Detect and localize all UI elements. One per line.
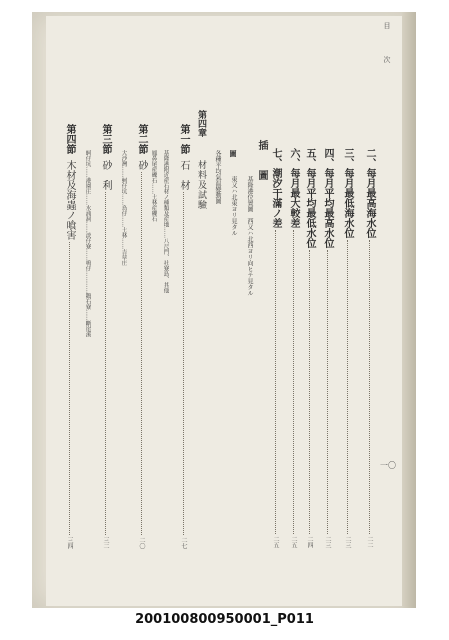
section-label: 第三節 xyxy=(100,124,111,154)
chapter-title: 材料及試驗 xyxy=(196,160,206,210)
section-title: 石 材 xyxy=(178,160,189,190)
dotted-leader xyxy=(141,172,142,535)
section-label: 第四節 xyxy=(64,124,75,154)
illustration-page: 二三 xyxy=(344,536,351,548)
section-page: 二七 xyxy=(180,537,187,549)
section-title: 砂 xyxy=(136,160,147,170)
section-entry xyxy=(98,124,113,549)
section-label: 第二節 xyxy=(136,124,147,154)
dotted-leader xyxy=(369,240,370,534)
illustration-page: 二三 xyxy=(324,536,331,548)
dotted-leader xyxy=(183,192,184,535)
illustration-page: 二二 xyxy=(366,536,373,548)
illustration-page: 二五 xyxy=(290,536,297,548)
illustration-page: 二五 xyxy=(272,536,279,548)
illustrations-heading: 插 圖 xyxy=(256,140,267,180)
dotted-leader xyxy=(327,250,328,534)
illustration-entry xyxy=(268,148,283,548)
section-detail: 蚵仔坑……港園庄……水湳洞……淡仔寮……鳴仔…………鵝石寮……斷崖溪 xyxy=(84,150,91,337)
section-page: 二〇 xyxy=(138,537,145,549)
illustration-entry xyxy=(286,148,301,548)
dotted-leader xyxy=(293,230,294,534)
figure-item: 基隆港位置圖 西又ハ北西ヨリ向ヒテ見タル xyxy=(246,176,253,296)
illustration-label: 四、每月平均最高水位 xyxy=(322,148,333,248)
dotted-leader xyxy=(69,242,70,535)
section-title: 砂 利 xyxy=(100,160,111,190)
book-spine-edge xyxy=(402,12,416,608)
illustration-label: 五、每月平均最低水位 xyxy=(304,148,315,248)
section-detail: 鳳鼻尾産礫石……土林産礫石 xyxy=(150,150,157,222)
section-entry xyxy=(176,124,191,549)
illustration-entry xyxy=(302,148,317,548)
section-entry xyxy=(62,124,77,549)
illustration-page: 二四 xyxy=(306,536,313,548)
section-page: 三二 xyxy=(102,537,109,549)
section-label: 第一節 xyxy=(178,124,189,154)
illustration-label: 三、每月最低海水位 xyxy=(342,148,353,238)
figures-heading: 圖 xyxy=(229,150,238,157)
illustration-entry xyxy=(340,148,355,548)
section-title: 木材及海蟲ノ喰害 xyxy=(64,160,75,240)
image-caption: 200100800950001_P011 xyxy=(135,612,314,627)
page-header: 目 次 xyxy=(383,22,391,73)
illustration-label: 六、每月最大較差 xyxy=(288,148,299,228)
figure-item: 各種平均氣温變動圖 xyxy=(214,150,221,204)
page-number: 一〇 xyxy=(380,461,396,470)
section-entry xyxy=(134,124,149,549)
chapter-label: 第四章 xyxy=(196,110,206,137)
dotted-leader xyxy=(275,230,276,534)
section-detail: 大沙灣……蚵仔坑……鳥仔……土林……吉草庄 xyxy=(120,150,127,266)
illustration-label: 二、每月最高海水位 xyxy=(364,148,375,238)
dotted-leader xyxy=(105,192,106,535)
figure-item: 東又ハ北東ヨリ見タル xyxy=(230,176,237,236)
section-page: 三四 xyxy=(66,537,73,549)
dotted-leader xyxy=(309,250,310,534)
illustration-label: 七、潮汐干滿ノ差 xyxy=(270,148,281,228)
dotted-leader xyxy=(347,240,348,534)
section-detail: 基隆港附近産石材ノ種類及産地……八尺門、社寮島、其他 xyxy=(162,150,169,293)
illustration-entry xyxy=(362,148,377,548)
illustration-entry xyxy=(320,148,335,548)
